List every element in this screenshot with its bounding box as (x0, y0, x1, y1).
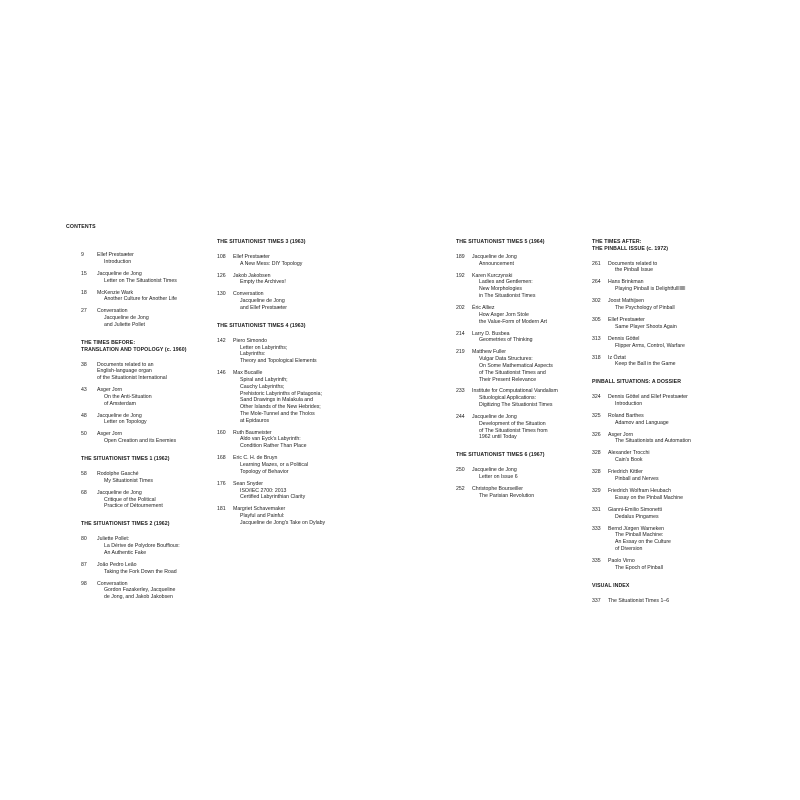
entry-title: Empty the Archives! (240, 279, 286, 286)
entry-text (233, 506, 357, 526)
entry-text (97, 581, 216, 601)
entry-author: Joost Mathijsen (608, 298, 645, 305)
toc-entry (81, 290, 216, 304)
entry-author: Larry D. Busbea (472, 330, 510, 337)
entry-title: Jacqueline de Jong and Juliette Pollet (104, 315, 149, 328)
page-number: 335 (592, 557, 601, 564)
page-number: 18 (81, 289, 87, 296)
entry-author: McKenzie Wark (97, 289, 134, 296)
entry-text (608, 450, 722, 464)
entry-text (472, 349, 596, 383)
entry-author: Conversation (97, 308, 128, 315)
entry-author: Jakob Jakobsen (233, 272, 271, 279)
section-heading: VISUAL INDEX (592, 582, 630, 589)
entry-author: Ellef Prestsæter (233, 253, 270, 260)
section-heading: THE TIMES BEFORE: TRANSLATION AND TOPOLOGY (c. 1960) (81, 339, 187, 353)
entry-author: Dennis Göttel and Ellef Prestsæter (608, 394, 688, 401)
entry-author: Documents related to (608, 260, 658, 267)
page-number: 9 (81, 252, 84, 258)
page-number: 142 (217, 337, 226, 344)
page-number: 219 (456, 349, 465, 356)
page-number: 302 (592, 298, 601, 305)
section-gap (456, 505, 596, 511)
entry-text (608, 261, 722, 275)
entry-title: Letter on Topology (104, 419, 147, 426)
entry-text (608, 355, 722, 369)
entry-text (472, 414, 596, 441)
entry-title: A New Mess: DIY Topology (240, 260, 303, 267)
toc-entry (592, 298, 722, 312)
page-number: 202 (456, 304, 465, 311)
toc-entry (81, 581, 216, 601)
entry-text (233, 254, 357, 268)
entry-text (97, 362, 216, 382)
entry-title: How Asger Jorn Stole the Value-Form of Modern Art (479, 311, 547, 325)
toc-entry (217, 273, 357, 287)
entry-title: ISO/IEC 2700: 2013 Certified Labyrinthian Clarity (240, 487, 306, 501)
toc-entry (456, 349, 596, 383)
entry-author: Ellef Prestsæter (97, 252, 134, 258)
entry-title: The Epoch of Pinball (615, 564, 663, 571)
page-number: 324 (592, 394, 601, 401)
entry-title: the Pinball Issue (615, 267, 654, 274)
page-number: 326 (592, 431, 601, 438)
entry-title: Essay on the Pinball Machine (615, 494, 684, 501)
entry-text (472, 273, 596, 300)
entry-author: Friedrich Wolfram Heubach (608, 487, 672, 494)
entry-title: La Dérive de Polydore Bouffioux: An Authentic Fake (104, 542, 180, 556)
entry-text (608, 469, 722, 483)
entry-title: Open Creation and its Enemies (104, 438, 177, 445)
entry-author: Asger Jorn (608, 431, 634, 438)
entry-title: Keep the Ball in the Game (615, 361, 676, 368)
entry-title: Playful and Painful: Jacqueline de Jong's Take on Dylaby (240, 513, 326, 526)
entry-title: Vulgar Data Structures: On Some Mathematical Aspects of The Situationist Times and Their Present Relevance (479, 356, 553, 383)
entry-title: Adamov and Language (615, 419, 669, 426)
section-heading: THE SITUATIONIST TIMES 3 (1963) (217, 239, 306, 245)
entry-title: The Parisian Revolution (479, 492, 535, 499)
page-number: 328 (592, 469, 601, 476)
entry-author: Documents related to an English-language organ of the Situationist International (97, 361, 167, 382)
section-heading: THE SITUATIONIST TIMES 5 (1964) (456, 239, 545, 245)
toc-entry (81, 562, 216, 576)
entry-title: Same Player Shoots Again (615, 323, 677, 330)
toc-entry (217, 430, 357, 450)
toc-entry (456, 331, 596, 345)
toc-entry (592, 558, 722, 572)
toc-entry (81, 362, 216, 382)
page-number: 328 (592, 450, 601, 457)
entry-author: Hans Brinkman (608, 279, 644, 286)
toc-entry (592, 488, 722, 502)
entry-title: Flipper Arms, Control, Warfare (615, 342, 685, 349)
page-number: 244 (456, 414, 465, 421)
toc-entry (81, 413, 216, 427)
entry-title: The Psychology of Pinball (615, 304, 675, 311)
entry-title: Letter on Issue 6 (479, 474, 518, 481)
page-number: 214 (456, 330, 465, 337)
page-number: 27 (81, 308, 87, 315)
section-heading: THE SITUATIONIST TIMES 4 (1963) (217, 322, 306, 329)
toc-column-3 (456, 239, 596, 511)
entry-text (97, 471, 216, 485)
section-heading: THE SITUATIONIST TIMES 2 (1962) (81, 521, 170, 528)
page-number: 38 (81, 361, 87, 368)
entry-text (97, 562, 216, 576)
contents-heading: CONTENTS (66, 224, 96, 230)
toc-column-1 (81, 252, 216, 612)
entry-author: Christophe Bourseiller (472, 486, 524, 493)
toc-entry (217, 338, 357, 365)
page-number: 261 (592, 260, 601, 267)
entry-title: Spiral and Labyrinth; Cauchy Labyrinths; Prehistoric Labyrinths of Patagonia; Sand Drawings in Malakula and Other Islands of the New Hebrides; The Mole-Tunnel and the Tholos at Epidauros (240, 376, 322, 424)
page-number: 68 (81, 489, 87, 496)
entry-title: Critique of the Political Practice of Détournement (104, 496, 163, 510)
toc-column-2 (217, 239, 357, 538)
entry-text (233, 455, 357, 475)
entry-author: Piero Simondo (233, 337, 268, 344)
entry-author: Conversation (97, 580, 128, 587)
toc-entry (81, 271, 216, 285)
entry-title: My Situationist Times (104, 477, 154, 484)
page-number: 126 (217, 272, 226, 279)
entry-text (97, 490, 216, 510)
toc-entry (592, 598, 722, 605)
page-number: 250 (456, 467, 465, 474)
entry-text (472, 467, 596, 481)
toc-entry (592, 336, 722, 350)
entry-text (608, 317, 722, 331)
toc-entry (81, 387, 216, 407)
entry-author: Matthew Fuller (472, 349, 507, 356)
toc-entry (592, 355, 722, 369)
toc-entry (592, 526, 722, 553)
entry-text (608, 413, 722, 427)
page-number: 305 (592, 316, 601, 323)
entry-text (97, 387, 216, 407)
entry-title: Announcement (479, 260, 514, 267)
section-gap (81, 606, 216, 612)
page-number: 43 (81, 387, 87, 394)
entry-text (97, 308, 216, 328)
toc-entry (217, 254, 357, 268)
toc-entry (456, 305, 596, 325)
entry-text (97, 536, 216, 556)
entry-title: Letter on Labyrinths; Labyrinths: Theory and Topological Elements (240, 344, 317, 365)
entry-title: Letter on The Situationist Times (104, 277, 177, 284)
page-number: 87 (81, 561, 87, 568)
entry-author: Ruth Baumeister (233, 429, 272, 436)
entry-title: Introduction (615, 400, 643, 407)
entry-title: On the Anti-Situation of Amsterdam (104, 393, 152, 407)
entry-text (472, 388, 596, 408)
entry-author: Friedrich Kittler (608, 469, 643, 476)
entry-title: Pinball and Nerves (615, 476, 659, 482)
page-number: 337 (592, 597, 601, 604)
toc-entry (81, 471, 216, 485)
entry-author: Eric C. H. de Bruyn (233, 455, 278, 462)
toc-entry (81, 308, 216, 328)
entry-author: Roland Barthes (608, 412, 644, 419)
section-gap (217, 532, 357, 538)
entry-author: Paolo Virno (608, 557, 635, 564)
entry-title: Learning Mazes, or a Political Topology of Behavior (240, 462, 309, 475)
entry-author: Éric Alliez (472, 304, 495, 311)
toc-entry (217, 370, 357, 424)
page-number: 168 (217, 455, 226, 462)
entry-text (608, 432, 722, 446)
page-number: 233 (456, 388, 465, 395)
entry-author: Gianni-Emilio Simonetti (608, 506, 662, 513)
page-number: 318 (592, 354, 601, 361)
section-heading: PINBALL SITUATIONS: A DOSSIER (592, 379, 682, 386)
entry-text (472, 486, 596, 500)
toc-column-4 (592, 239, 722, 615)
entry-title: The Situationists and Automation (615, 438, 691, 445)
entry-author: Jacqueline de Jong (472, 467, 517, 474)
toc-entry (456, 254, 596, 268)
toc-entry (217, 291, 357, 311)
entry-author: Dennis Göttel (608, 335, 640, 342)
entry-text (608, 598, 722, 605)
entry-text (233, 370, 357, 424)
entry-text (608, 558, 722, 572)
page-number: 108 (217, 253, 226, 260)
entry-author: Margriet Schavemaker (233, 506, 286, 513)
entry-text (97, 271, 216, 285)
page-number: 329 (592, 487, 601, 494)
entry-title: Aldo van Eyck's Labyrinth: Condition Rather Than Place (240, 436, 307, 450)
section-heading: THE SITUATIONIST TIMES 6 (1967) (456, 452, 545, 459)
page-number: 264 (592, 279, 601, 286)
entry-author: Jacqueline de Jong (97, 270, 142, 277)
toc-entry (456, 467, 596, 481)
toc-entry (217, 481, 357, 501)
page-number: 50 (81, 431, 87, 438)
entry-text (233, 338, 357, 365)
entry-author: Institute for Computational Vandalism (472, 388, 558, 395)
toc-entry (456, 414, 596, 441)
entry-text (233, 430, 357, 450)
page-number: 192 (456, 272, 465, 279)
section-heading: THE SITUATIONIST TIMES 1 (1962) (81, 456, 170, 463)
toc-entry (592, 507, 722, 521)
toc-entry (456, 486, 596, 500)
entry-title: Introduction (104, 258, 132, 265)
entry-text (608, 507, 722, 521)
entry-text (97, 413, 216, 427)
entry-title: Playing Pinball is Delightfullllllll (615, 286, 686, 293)
entry-title: Jacqueline de Jong and Ellef Prestsæter (240, 298, 287, 311)
entry-text (97, 431, 216, 445)
toc-entry (81, 431, 216, 445)
page-number: 98 (81, 580, 87, 587)
entry-title: Geometries of Thinking (479, 337, 533, 344)
entry-author: The Situationist Times 1–6 (608, 597, 670, 604)
toc-entry (456, 388, 596, 408)
page-number: 176 (217, 480, 226, 487)
entry-author: Karen Kurczynski (472, 272, 513, 279)
toc-entry (456, 273, 596, 300)
entry-title: Taking the Fork Down the Road (104, 568, 177, 575)
entry-title: Situological Applications: Digitizing The Situationist Times (479, 395, 553, 409)
entry-author: Jacqueline de Jong (97, 489, 142, 496)
entry-text (233, 291, 357, 311)
entry-title: The Pinball Machine: An Essay on the Culture of Diversion (615, 532, 671, 552)
page-number: 160 (217, 429, 226, 436)
entry-author: Conversation (233, 291, 264, 298)
entry-text (608, 298, 722, 312)
entry-title: Dedalus Pingames (615, 513, 659, 520)
entry-author: Bernd Jürgen Warneken (608, 525, 665, 532)
entry-author: Sean Snyder (233, 480, 263, 487)
entry-author: Max Bucaille (233, 370, 263, 377)
page-number: 80 (81, 536, 87, 543)
page-number: 181 (217, 506, 226, 513)
toc-entry (592, 469, 722, 483)
entry-text (608, 279, 722, 293)
entry-title: Cain's Book (615, 457, 643, 464)
entry-author: Jacqueline de Jong (97, 412, 142, 419)
entry-text (608, 336, 722, 350)
entry-author: Jacqueline de Jong (472, 414, 517, 421)
page-number: 325 (592, 412, 601, 419)
entry-author: João Pedro Leão (97, 561, 137, 568)
entry-text (472, 305, 596, 325)
toc-entry (592, 432, 722, 446)
entry-author: Asger Jorn (97, 431, 123, 438)
entry-author: Asger Jorn (97, 387, 123, 394)
entry-title: Another Culture for Another Life (104, 296, 177, 303)
page-number: 333 (592, 525, 601, 532)
toc-entry (217, 455, 357, 475)
page-number: 48 (81, 412, 87, 419)
page-number: 58 (81, 471, 87, 478)
entry-author: Alexander Trocchi (608, 450, 650, 457)
entry-text (97, 290, 216, 304)
toc-entry (592, 413, 722, 427)
page-number: 130 (217, 291, 226, 298)
entry-text (97, 252, 216, 266)
section-heading: THE TIMES AFTER: THE PINBALL ISSUE (c. 1972) (592, 239, 669, 252)
entry-title: Development of the Situation of The Situationist Times from 1962 until Today (479, 420, 548, 441)
toc-entry (592, 394, 722, 408)
entry-title: Ladies and Gentlemen: New Morphologies in The Situationist Times (479, 279, 536, 299)
toc-entry (592, 317, 722, 331)
entry-text (233, 481, 357, 501)
section-gap (592, 609, 722, 615)
toc-entry (81, 490, 216, 510)
page-number: 252 (456, 486, 465, 493)
page-number: 313 (592, 335, 601, 342)
entry-author: Juliette Pollet: (97, 536, 130, 543)
toc-entry (81, 536, 216, 556)
page-number: 189 (456, 253, 465, 260)
entry-text (608, 488, 722, 502)
page-number: 15 (81, 270, 87, 277)
page-number: 331 (592, 506, 601, 513)
toc-entry (81, 252, 216, 266)
page-number: 146 (217, 370, 226, 377)
toc-entry (217, 506, 357, 526)
entry-text (233, 273, 357, 287)
entry-author: Jacqueline de Jong (472, 253, 517, 260)
entry-author: Iz Öztat (608, 354, 626, 361)
entry-text (472, 331, 596, 345)
entry-text (608, 394, 722, 408)
entry-author: Ellef Prestsæter (608, 316, 645, 323)
toc-entry (592, 450, 722, 464)
entry-author: Rodolphe Gasché (97, 471, 139, 478)
entry-text (472, 254, 596, 268)
entry-text (608, 526, 722, 553)
toc-entry (592, 261, 722, 275)
entry-title: Gordon Fazakerley, Jacqueline de Jong, and Jakob Jakobsen (104, 587, 176, 601)
toc-entry (592, 279, 722, 293)
